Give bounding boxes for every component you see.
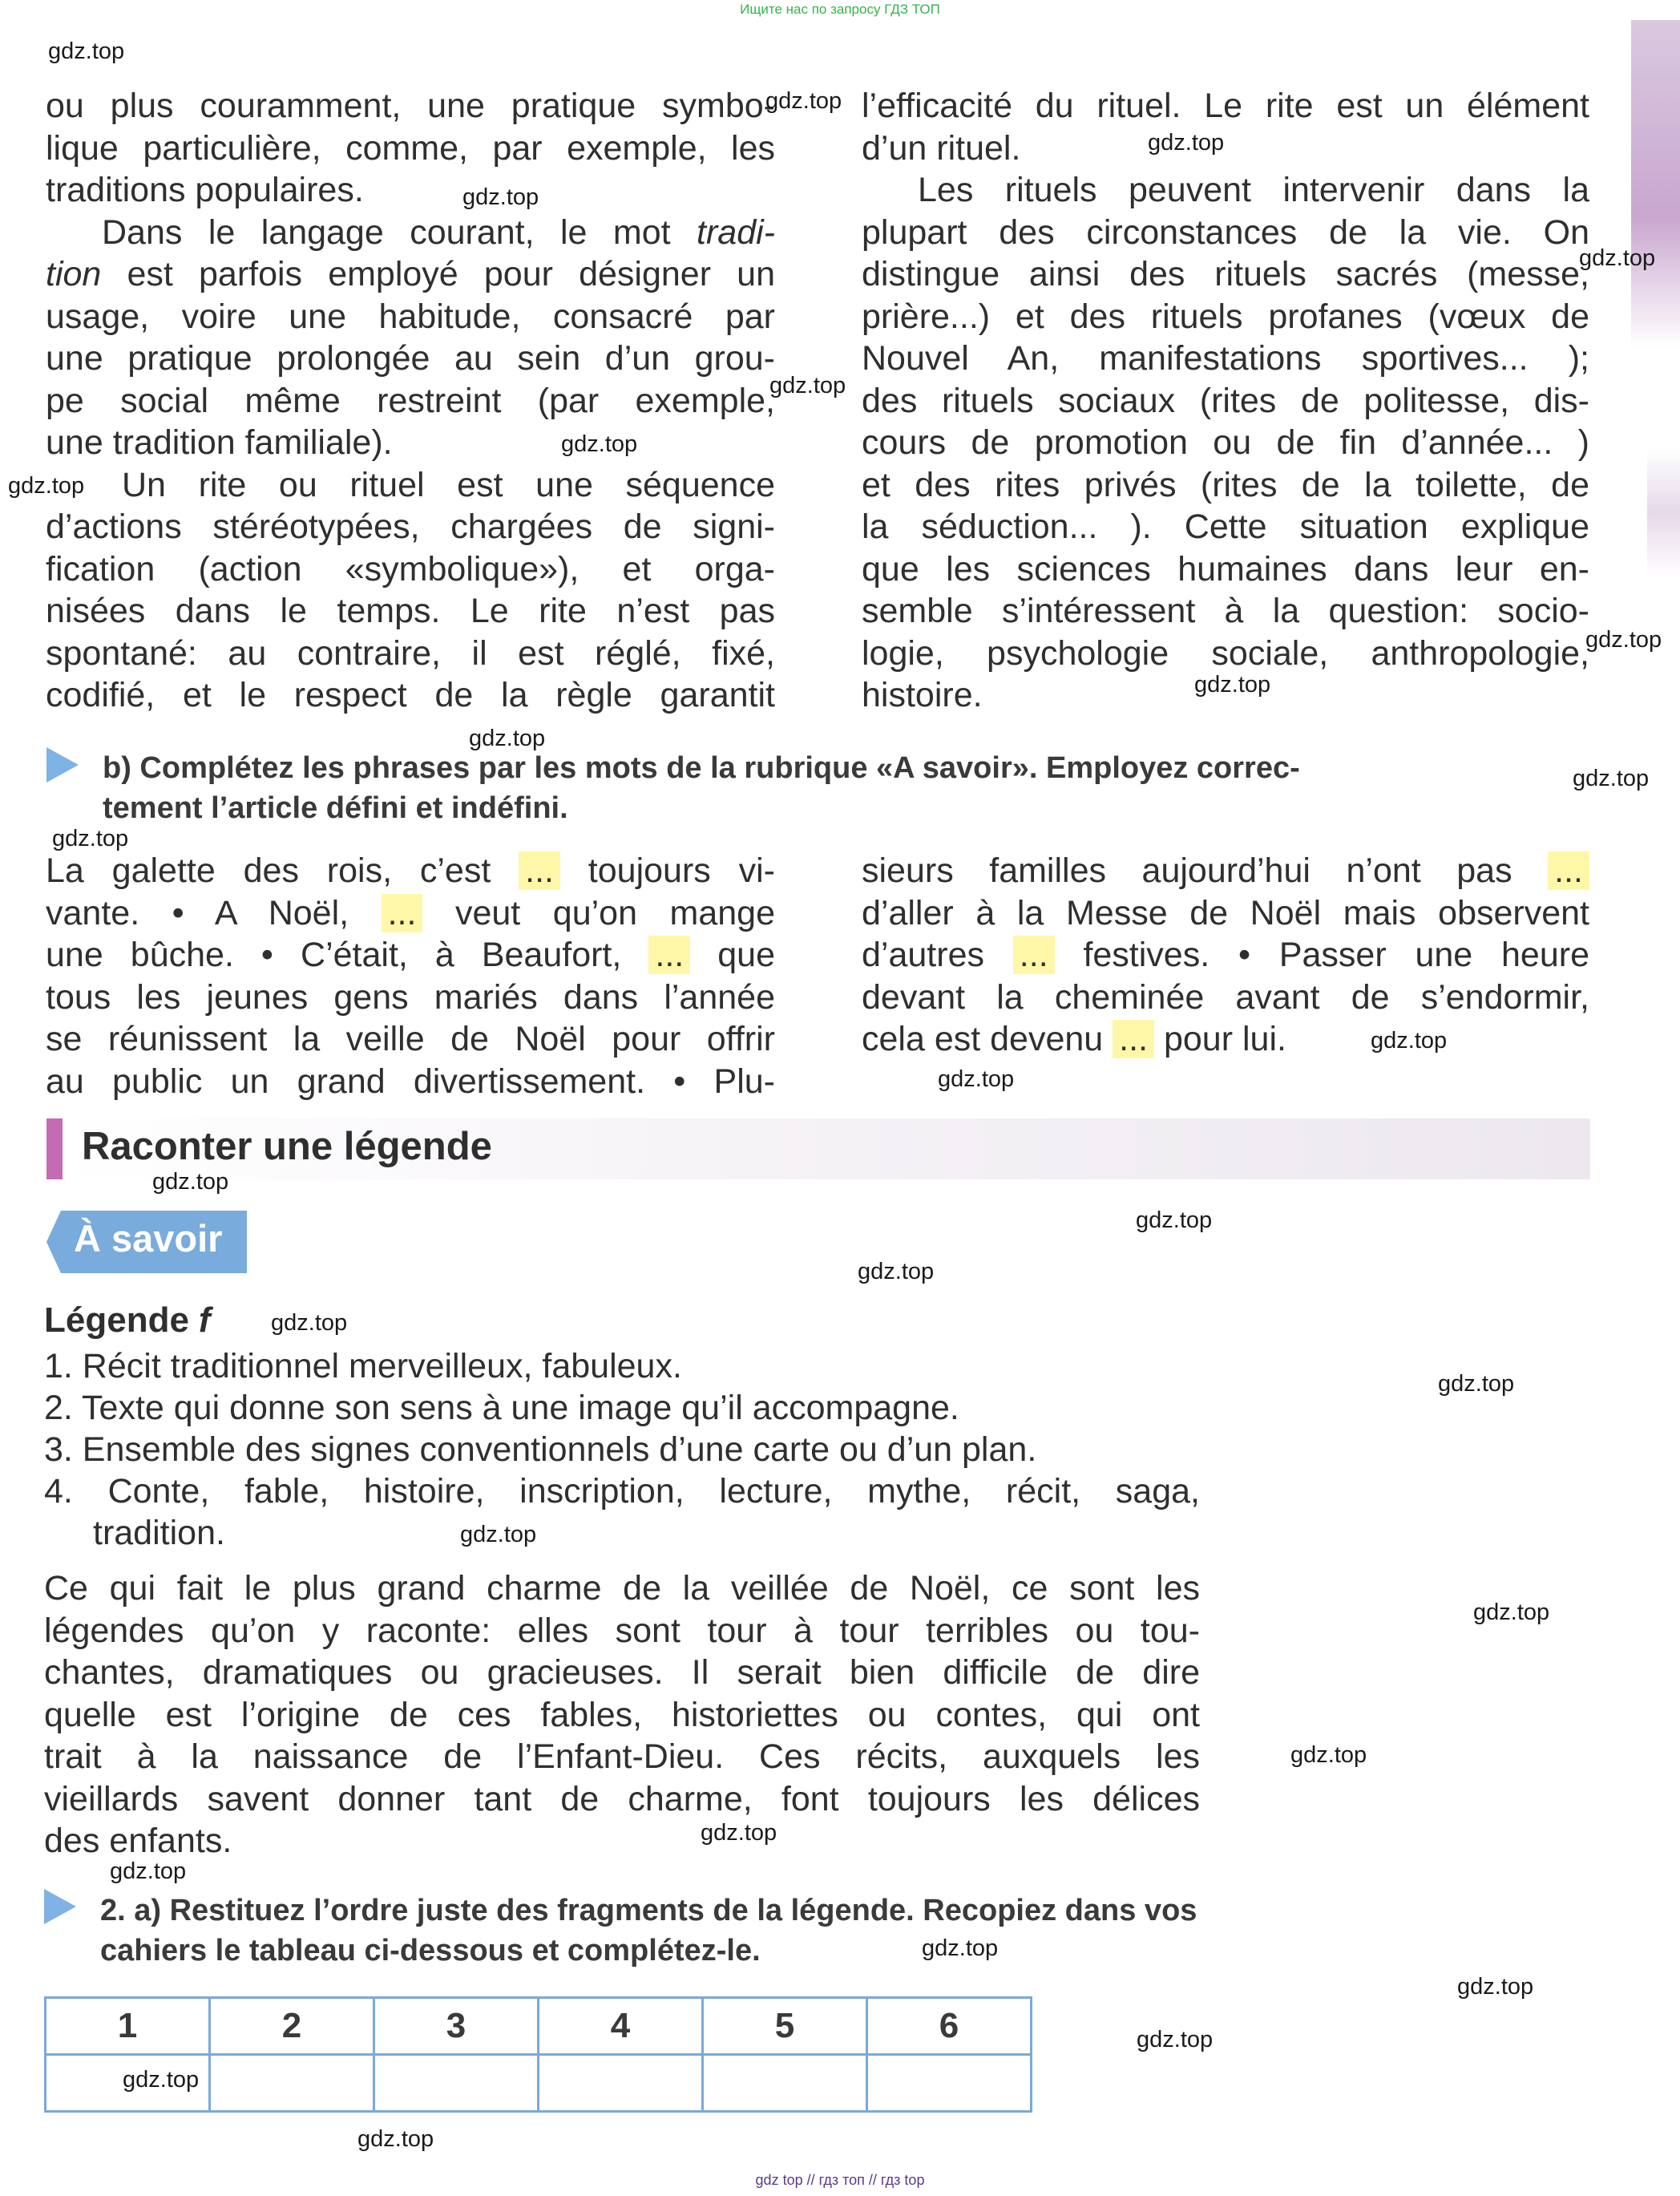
text-line: et des rites privés (rites de la toilette, de	[862, 465, 1589, 504]
watermark: gdz.top	[460, 1522, 537, 1547]
watermark: gdz.top	[152, 1169, 229, 1195]
text-line: histoire.	[862, 676, 983, 714]
text-line: trait à la naissance de l’Enfant-Dieu. Ces récits, auxquels les	[44, 1737, 1200, 1776]
text-line: chantes, dramatiques ou gracieuses. Il serait bien difficile de dire	[44, 1653, 1200, 1692]
text-line: la séduction... ). Cette situation explique	[862, 508, 1589, 546]
text-line: devant la cheminée avant de s’endormir,	[862, 977, 1589, 1017]
definition-item: 1. Récit traditionnel merveilleux, fabuleux.	[44, 1347, 682, 1385]
watermark: gdz.top	[1573, 766, 1650, 791]
text-line: plupart des circonstances de la vie. On	[862, 212, 1589, 252]
text-line: fication (action «symbolique»), et orga-	[46, 549, 775, 588]
left-column-text	[46, 85, 775, 717]
text-line: traditions populaires.	[46, 171, 364, 209]
watermark: gdz.top	[922, 1935, 999, 1961]
blank-highlight: ...	[382, 894, 423, 932]
watermark: gdz.top	[1136, 1207, 1213, 1233]
text-line: tous les jeunes gens mariés dans l’année	[46, 977, 775, 1017]
text-line: cours de promotion ou de fin d’année... )	[862, 423, 1589, 462]
section-header-accent	[46, 1118, 63, 1179]
instruction-line: b) Complétez les phrases par les mots de la rubrique «A savoir». Employez correc-	[103, 751, 1300, 785]
watermark: gdz.top	[469, 726, 546, 751]
task-b-instruction	[103, 748, 1300, 828]
watermark: gdz.top	[48, 38, 125, 64]
table-empty-cell	[374, 2055, 539, 2112]
text-line: d’un rituel.	[862, 128, 1021, 168]
watermark: gdz.top	[858, 1259, 935, 1284]
watermark: gdz.top	[1438, 1371, 1515, 1397]
text-line: Ce qui fait le plus grand charme de la veillée de Noël, ce sont les	[44, 1569, 1200, 1608]
table-header-cell: 6	[867, 1998, 1032, 2055]
table-header-cell: 4	[539, 1998, 703, 2055]
text-line: une tradition familiale).	[46, 423, 393, 462]
table-header-cell: 2	[210, 1998, 374, 2055]
text-line: Un rite ou rituel est une séquence	[122, 465, 775, 504]
text-line: vieillards savent donner tant de charme, font toujours les délices	[44, 1779, 1200, 1818]
watermark: gdz.top	[462, 184, 539, 210]
section-title: Raconter une légende	[82, 1125, 492, 1168]
text-line: d’aller à la Messe de Noël mais observent	[862, 893, 1589, 932]
table-empty-cell	[867, 2055, 1032, 2112]
blank-highlight: ...	[519, 851, 560, 890]
text-line: des rituels sociaux (rites de politesse, dis-	[862, 381, 1589, 420]
watermark: gdz.top	[938, 1066, 1015, 1092]
page-edge-decoration	[1647, 449, 1680, 577]
table-empty-cell	[210, 2055, 374, 2112]
text-line: lique particulière, comme, par exemple, les	[46, 128, 775, 168]
text-line: codifié, et le respect de la règle garantit	[46, 676, 775, 714]
text-line: La galette des rois, c’est ... toujours vi-	[46, 851, 775, 890]
text-line: pe social même restreint (par exemple,	[46, 381, 775, 420]
watermark: gdz.top	[769, 373, 846, 398]
exercise-right-text	[862, 850, 1589, 1061]
definition-item: 2. Texte qui donne son sens à une image qu’il accompagne.	[44, 1389, 959, 1427]
text-line: cela est devenu ... pour lui.	[862, 1020, 1286, 1058]
definition-item-continuation: tradition.	[93, 1514, 225, 1552]
watermark: gdz.top	[110, 1858, 187, 1884]
instruction-line: cahiers le tableau ci-dessous et complétez-le.	[100, 1934, 761, 1968]
table-header-cell: 1	[46, 1998, 210, 2055]
task-2-instruction	[100, 1891, 1197, 1971]
blank-highlight: ...	[1013, 936, 1055, 974]
text-line: des enfants.	[44, 1822, 232, 1860]
right-column-text	[862, 85, 1589, 717]
top-note: Ищите нас по запросу ГДЗ ТОП	[740, 2, 940, 17]
a-savoir-notch	[46, 1211, 61, 1273]
watermark: gdz.top	[701, 1820, 777, 1846]
watermark: gdz.top	[1473, 1599, 1550, 1625]
text-line: nisées dans le temps. Le rite n’est pas	[46, 592, 775, 630]
text-line: sieurs familles aujourd’hui n’ont pas ...	[862, 850, 1589, 892]
text-line: se réunissent la veille de Noël pour offrir	[46, 1020, 775, 1058]
text-line: usage, voire une habitude, consacré par	[46, 297, 775, 336]
text-line: au public un grand divertissement. • Plu-	[46, 1062, 775, 1101]
table-empty-cell	[539, 2055, 703, 2112]
text-line: prière...) et des rituels profanes (vœux de	[862, 297, 1589, 336]
watermark: gdz.top	[1148, 130, 1225, 156]
watermark: gdz.top	[1194, 672, 1271, 698]
text-line: Nouvel An, manifestations sportives... );	[862, 339, 1589, 378]
footer-note: gdz top // гдз топ // гдз top	[755, 2172, 925, 2188]
text-line: tion est parfois employé pour désigner un	[46, 255, 775, 293]
watermark: gdz.top	[123, 2067, 200, 2093]
text-line: vante. • A Noël, ... veut qu’on mange	[46, 893, 775, 932]
watermark: gdz.top	[1457, 1974, 1534, 2000]
instruction-line: tement l’article défini et indéfini.	[103, 791, 568, 825]
text-line: légendes qu’on y raconte: elles sont tour à tour terribles ou tou-	[44, 1611, 1200, 1650]
a-savoir-text: À savoir	[74, 1217, 223, 1260]
definition-headword: Légende f	[44, 1300, 211, 1340]
watermark: gdz.top	[1371, 1028, 1448, 1054]
legend-paragraph	[44, 1567, 1200, 1862]
table-empty-cell	[703, 2055, 867, 2112]
watermark: gdz.top	[561, 431, 638, 457]
definition-item: 4. Conte, fable, histoire, inscription, lecture, mythe, récit, saga,	[44, 1472, 1200, 1511]
watermark: gdz.top	[765, 88, 842, 114]
text-line: semble s’intéressent à la question: socio-	[862, 592, 1589, 630]
exercise-left-text	[46, 850, 775, 1102]
text-line: spontané: au contraire, il est réglé, fixé,	[46, 633, 775, 673]
text-line: que les sciences humaines dans leur en-	[862, 549, 1589, 588]
text-line: l’efficacité du rituel. Le rite est un élément	[862, 87, 1589, 125]
text-line: d’autres ... festives. • Passer une heure	[862, 936, 1589, 974]
text-line: distingue ainsi des rituels sacrés (messe,	[862, 255, 1589, 293]
table-header-cell: 5	[703, 1998, 867, 2055]
watermark: gdz.top	[1137, 2027, 1214, 2052]
blank-highlight: ...	[1113, 1020, 1154, 1058]
text-line: logie, psychologie sociale, anthropologie,	[862, 633, 1589, 673]
watermark: gdz.top	[1585, 627, 1662, 653]
fragment-order-table	[44, 1996, 1032, 2113]
text-line: une pratique prolongée au sein d’un grou-	[46, 339, 775, 378]
text-line: Dans le langage courant, le mot tradi-	[102, 212, 775, 252]
text-line: d’actions stéréotypées, chargées de signi-	[46, 508, 775, 546]
watermark: gdz.top	[357, 2126, 434, 2152]
instruction-line: 2. a) Restituez l’ordre juste des fragments de la légende. Recopiez dans vos	[100, 1894, 1197, 1927]
watermark: gdz.top	[1290, 1742, 1367, 1768]
watermark: gdz.top	[52, 826, 129, 851]
blank-highlight: ...	[648, 936, 690, 974]
definition-item: 3. Ensemble des signes conventionnels d’une carte ou d’un plan.	[44, 1430, 1037, 1469]
text-line: ou plus couramment, une pratique symbo-	[46, 87, 775, 125]
text-line: une bûche. • C’était, à Beaufort, ... que	[46, 936, 775, 974]
blank-highlight: ...	[1548, 851, 1589, 890]
text-line: quelle est l’origine de ces fables, historiettes ou contes, qui ont	[44, 1695, 1200, 1734]
page-edge-decoration	[1631, 20, 1680, 349]
watermark: gdz.top	[271, 1310, 348, 1336]
text-line: Les rituels peuvent intervenir dans la	[918, 171, 1589, 209]
watermark: gdz.top	[1579, 245, 1656, 271]
task-arrow-icon	[44, 1889, 76, 1924]
task-arrow-icon	[46, 747, 79, 783]
watermark: gdz.top	[8, 473, 85, 499]
table-header-cell: 3	[374, 1998, 539, 2055]
